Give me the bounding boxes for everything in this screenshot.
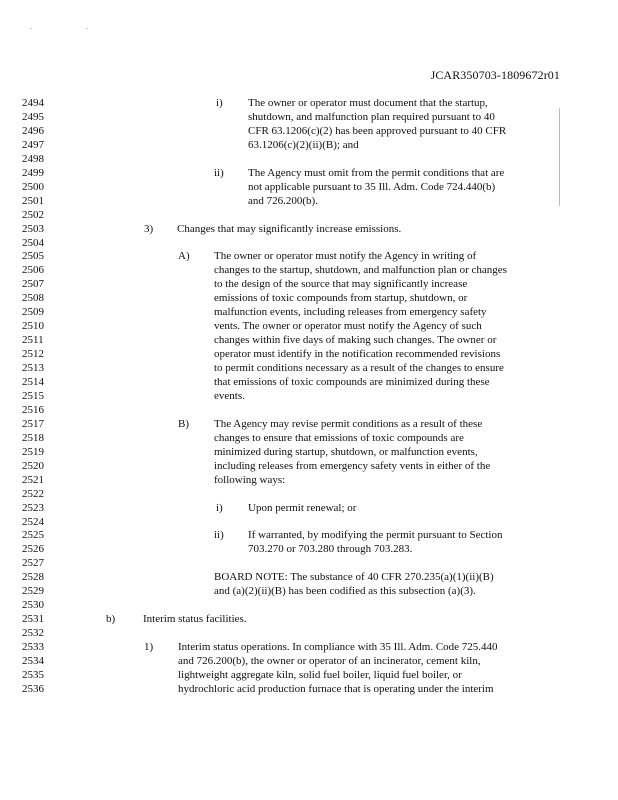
text-line: CFR 63.1206(c)(2) has been approved pursuant to 40 CFR [248,124,507,137]
text-line: BOARD NOTE: The substance of 40 CFR 270.235(a)(1)(ii)(B) [214,571,494,584]
text-line: including releases from emergency safety vents in either of the [214,459,491,472]
text-line: to permit conditions necessary as a result of the changes to ensure [214,362,504,375]
line-number: 2520 [22,459,44,472]
text-line: lightweight aggregate kiln, solid fuel boiler, liquid fuel boiler, or [178,668,462,681]
line-number: 2496 [22,124,44,137]
text-line: hydrochloric acid production furnace that is operating under the interim [178,682,494,695]
line-number: 2499 [22,166,44,179]
line-number: 2507 [22,278,44,291]
line-number: 2526 [22,543,44,556]
paragraph-label: A) [178,250,190,263]
line-number: 2513 [22,362,44,375]
document-id: JCAR350703-1809672r01 [430,68,560,82]
line-number: 2523 [22,501,44,514]
line-number: 2532 [22,627,44,640]
line-number: 2500 [22,180,44,193]
line-number: 2519 [22,445,44,458]
text-line: changes to ensure that emissions of toxic compounds are [214,431,464,444]
line-number: 2514 [22,376,44,388]
line-number: 2531 [22,613,44,626]
line-number: 2518 [22,431,44,444]
line-number: 2497 [22,138,44,151]
text-line: to the design of the source that may significantly increase [214,278,468,291]
text-line: operator must identify in the notification recommended revisions [214,348,501,361]
line-number: 2528 [22,571,44,584]
text-line: 703.270 or 703.280 through 703.283. [248,543,413,556]
line-number: 2521 [22,473,44,486]
line-number: 2510 [22,320,44,333]
text-line: following ways: [214,473,286,486]
text-line: Interim status operations. In compliance with 35 Ill. Adm. Code 725.440 [178,641,498,654]
line-number: 2504 [22,236,44,249]
line-number: 2501 [22,194,44,207]
line-number: 2524 [22,515,44,528]
line-number: 2534 [22,655,44,667]
paragraph-label: ii) [214,529,224,542]
text-line: emissions of toxic compounds from startup, shutdown, or [214,292,468,305]
line-number: 2517 [22,417,44,430]
line-number: 2495 [22,110,44,123]
scan-marks: . . [30,22,114,31]
text-line: and (a)(2)(ii)(B) has been codified as this subsection (a)(3). [214,585,476,598]
text-line: If warranted, by modifying the permit pursuant to Section [248,529,503,542]
text-line: that emissions of toxic compounds are minimized during these [214,376,490,388]
line-number: 2506 [22,264,44,277]
text-line: vents. The owner or operator must notify the Agency of such [214,320,482,333]
line-number: 2503 [22,222,44,235]
paragraph-label: B) [178,417,189,430]
paragraph-label: i) [216,97,223,109]
text-line: events. [214,389,245,402]
text-line: Changes that may significantly increase emissions. [177,222,402,235]
paragraph-label: 1) [144,641,154,654]
text-line: The Agency may revise permit conditions as a result of these [214,417,483,430]
line-number: 2533 [22,641,44,654]
text-line: The Agency must omit from the permit conditions that are [248,166,505,179]
line-number: 2527 [22,557,44,570]
line-number: 2516 [22,403,44,416]
paragraph-label: b) [106,613,116,626]
line-number: 2530 [22,599,44,612]
text-line: and 726.200(b), the owner or operator of an incinerator, cement kiln, [178,655,481,667]
line-number: 2508 [22,292,44,305]
text-line: and 726.200(b). [248,194,318,207]
text-line: changes to the startup, shutdown, and malfunction plan or changes [214,264,507,277]
line-number: 2502 [22,208,44,221]
line-number: 2525 [22,529,44,542]
text-line: minimized during startup, shutdown, or malfunction events, [214,445,478,458]
text-line: 63.1206(c)(2)(ii)(B); and [248,138,359,151]
line-number: 2509 [22,306,44,319]
text-line: changes within five days of making such changes. The owner or [214,334,497,347]
line-number: 2511 [22,334,44,347]
line-number: 2498 [22,152,44,165]
revision-bar [559,108,560,206]
line-number: 2529 [22,585,44,598]
text-line: The owner or operator must document that the startup, [248,97,488,109]
line-number: 2522 [22,487,44,500]
paragraph-label: 3) [144,222,154,235]
text-line: not applicable pursuant to 35 Ill. Adm. Code 724.440(b) [248,180,496,193]
text-line: The owner or operator must notify the Agency in writing of [214,250,477,263]
line-number: 2505 [22,250,44,263]
text-line: Upon permit renewal; or [248,501,357,514]
text-line: Interim status facilities. [143,613,247,626]
line-number: 2536 [22,682,44,695]
line-number: 2512 [22,348,44,361]
paragraph-label: ii) [214,166,224,179]
text-line: shutdown, and malfunction plan required pursuant to 40 [248,110,495,123]
line-number: 2515 [22,389,44,402]
paragraph-label: i) [216,501,223,514]
line-number: 2535 [22,668,44,681]
line-number: 2494 [22,97,44,109]
text-line: malfunction events, including releases from emergency safety [214,306,487,319]
